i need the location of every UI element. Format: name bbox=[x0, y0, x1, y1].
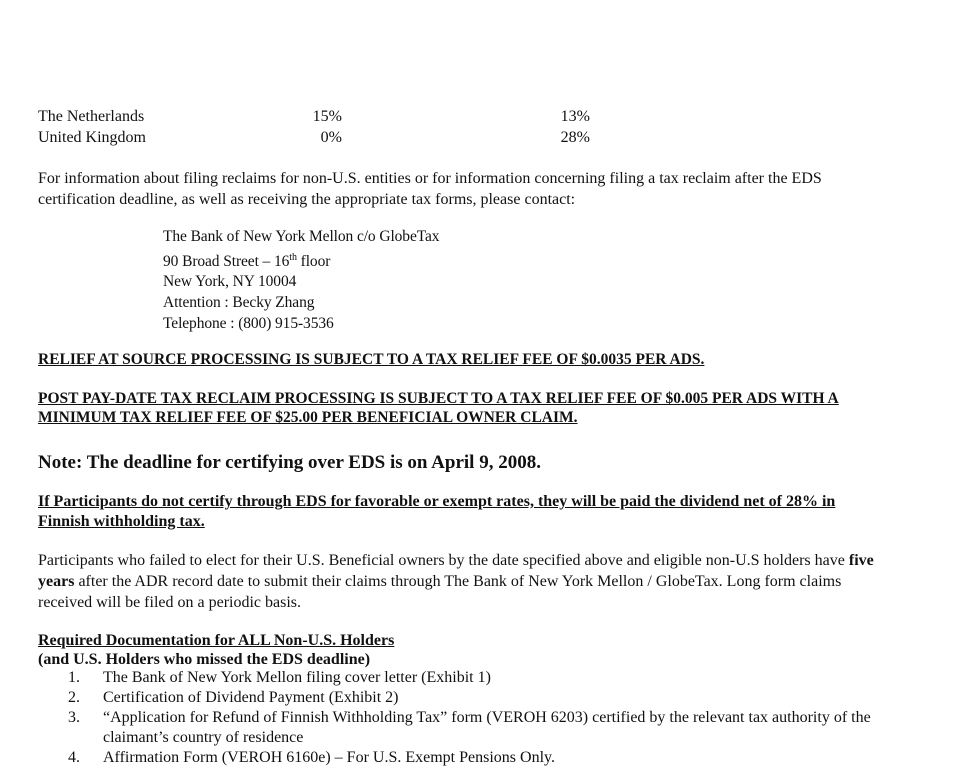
list-item-number: 1. bbox=[68, 669, 80, 686]
country-name: United Kingdom bbox=[38, 129, 146, 146]
contact-address-block bbox=[163, 227, 563, 334]
address-line-city: New York, NY 10004 bbox=[163, 273, 297, 291]
list-item bbox=[38, 708, 918, 748]
required-documents-list bbox=[38, 668, 918, 768]
list-item bbox=[38, 688, 918, 708]
participants-paragraph: Participants who failed to elect for their U.S. Beneficial owners by the date specified above and eligible non-U.S holders have five years after the ADR record date to submit their claims through The Bank of New York Mellon / GlobeTax. Long form claims received will be filed on a periodic basis. bbox=[38, 552, 874, 611]
list-item-number: 4. bbox=[68, 749, 80, 766]
list-item bbox=[38, 748, 918, 768]
rate-value: 15% bbox=[312, 108, 342, 125]
address-line-attention: Attention : Becky Zhang bbox=[163, 293, 315, 311]
list-item-number: 2. bbox=[68, 689, 80, 706]
list-item-number: 3. bbox=[68, 709, 80, 726]
relief-at-source-fee-notice: RELIEF AT SOURCE PROCESSING IS SUBJECT TO A TAX RELIEF FEE OF $0.0035 PER ADS. bbox=[38, 351, 705, 368]
list-item bbox=[38, 668, 918, 688]
country-name: The Netherlands bbox=[38, 108, 145, 125]
list-item-text: “Application for Refund of Finnish Withholding Tax” form (VEROH 6203) certified by the relevant tax authority of the claimant’s country of residence bbox=[103, 709, 871, 746]
rate-value: 0% bbox=[320, 129, 342, 146]
address-line-bank: The Bank of New York Mellon c/o GlobeTax bbox=[163, 228, 440, 245]
list-item-text: The Bank of New York Mellon filing cover letter (Exhibit 1) bbox=[103, 669, 491, 686]
contact-intro-paragraph: For information about filing reclaims for non-U.S. entities or for information concerning filing a tax reclaim after the EDS certification deadline, as well as receiving the appropriate tax forms, please contact: bbox=[38, 170, 822, 208]
rate-row-united-kingdom bbox=[38, 129, 598, 149]
required-documentation-subheading: (and U.S. Holders who missed the EDS deadline) bbox=[38, 651, 371, 668]
rate-value: 13% bbox=[560, 108, 590, 125]
rate-row-netherlands bbox=[38, 108, 598, 128]
deadline-note: Note: The deadline for certifying over EDS is on April 9, 2008. bbox=[38, 452, 541, 473]
address-line-street: 90 Broad Street – 16th floor bbox=[163, 251, 331, 270]
rate-value: 28% bbox=[560, 129, 590, 146]
post-pay-date-fee-notice: POST PAY-DATE TAX RECLAIM PROCESSING IS SUBJECT TO A TAX RELIEF FEE OF $0.005 PER ADS WITH A MINIMUM TAX RELIEF FEE OF $25.00 PER BENEFICIAL OWNER CLAIM. bbox=[38, 390, 839, 426]
required-documentation-heading: Required Documentation for ALL Non-U.S. Holders bbox=[38, 632, 395, 649]
list-item-text: Certification of Dividend Payment (Exhibit 2) bbox=[103, 689, 399, 706]
address-line-telephone: Telephone : (800) 915-3536 bbox=[163, 314, 334, 332]
withholding-warning: If Participants do not certify through EDS for favorable or exempt rates, they will be paid the dividend net of 28% in Finnish withholding tax. bbox=[38, 493, 836, 530]
list-item-text: Affirmation Form (VEROH 6160e) – For U.S. Exempt Pensions Only. bbox=[103, 749, 555, 766]
